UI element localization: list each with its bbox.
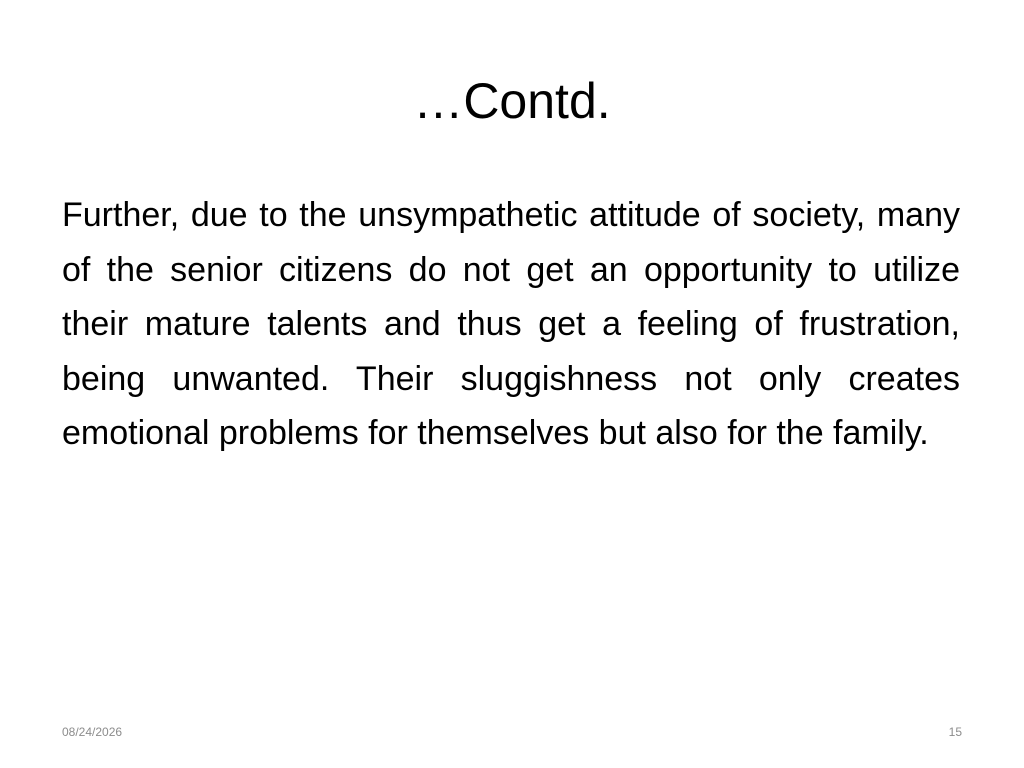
slide-number: 15 — [948, 725, 962, 739]
slide-body-text: Further, due to the unsympathetic attitude of society, many of the senior citizens do not get an opportunity to utilize their mature talents and thus get a feeling of frustration, being unwanted. Their sluggishness not only creates emotional problems for themselves but also for the family. — [62, 196, 960, 453]
footer-date: 08/24/2026 — [62, 725, 123, 739]
slide-title: …Contd. — [413, 73, 611, 129]
